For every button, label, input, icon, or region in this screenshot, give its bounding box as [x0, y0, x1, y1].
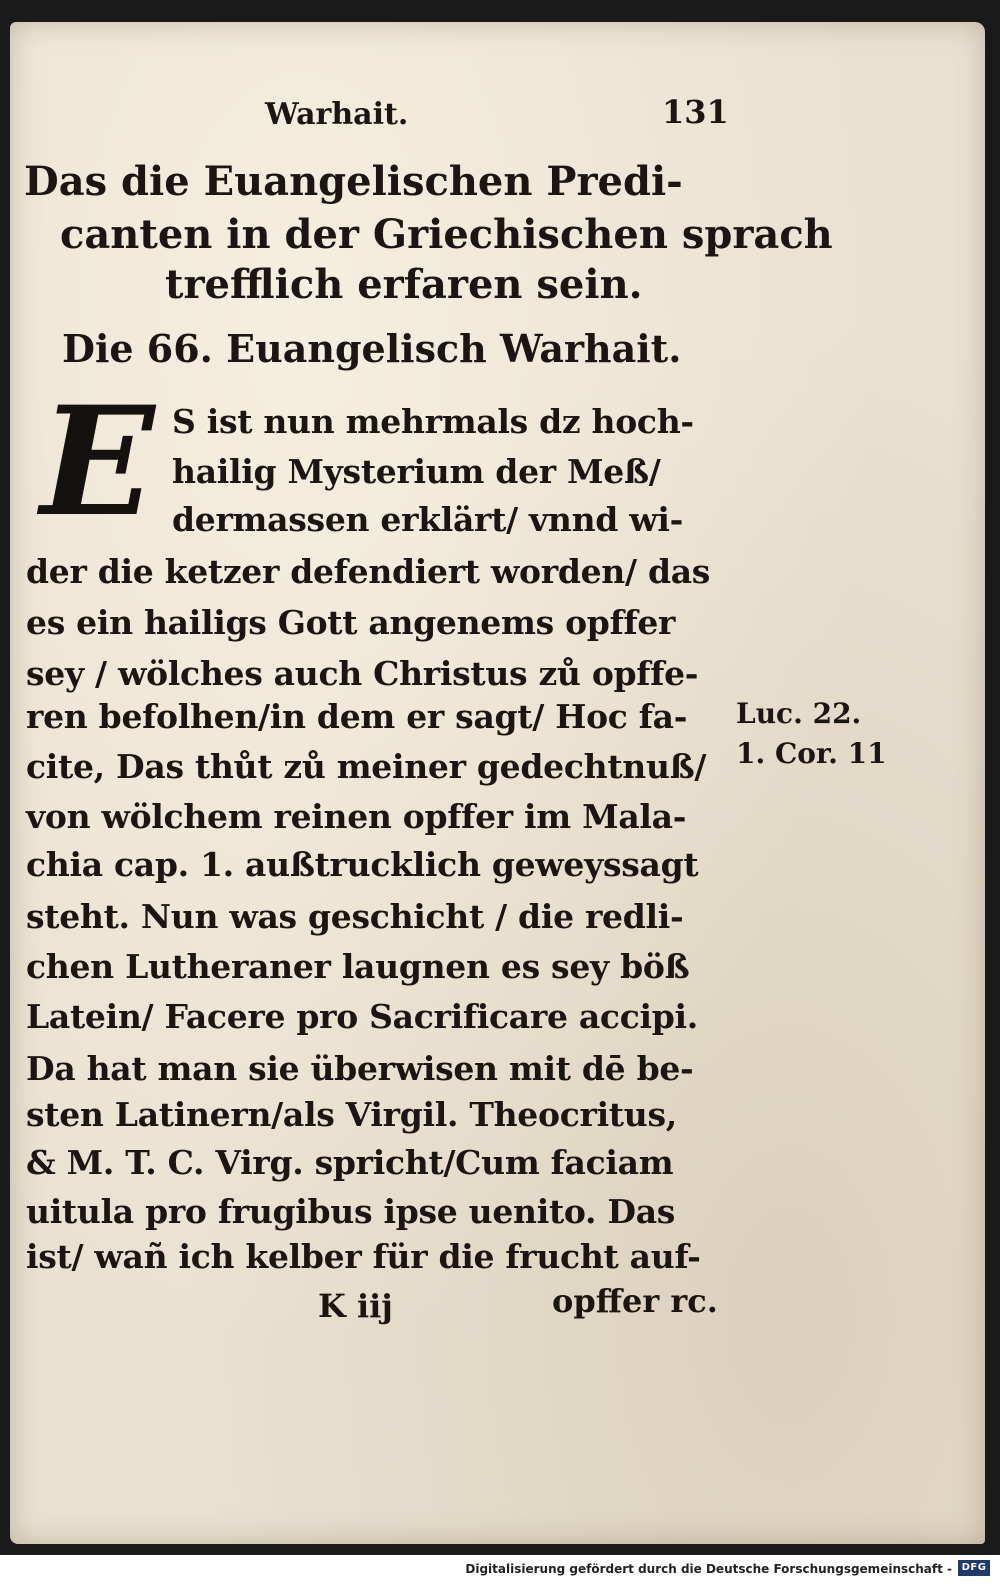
body-text-line: chia cap. 1. außtrucklich geweyssagt	[26, 845, 699, 884]
margin-reference: 1. Cor. 11	[736, 737, 887, 770]
funding-credit: Digitalisierung gefördert durch die Deutsche Forschungsgemeinschaft -	[465, 1562, 952, 1576]
body-text-line: dermassen erklärt/ vnnd wi-	[172, 500, 683, 539]
chapter-title-line: canten in der Griechischen sprach	[60, 211, 833, 258]
body-text-line: & M. T. C. Virg. spricht/Cum faciam	[26, 1143, 674, 1182]
body-text-line: ist/ wañ ich kelber für die frucht auf-	[26, 1237, 701, 1276]
body-text-line: cite, Das thůt zů meiner gedechtnuß/	[26, 747, 707, 786]
section-heading: Die 66. Euangelisch Warhait.	[62, 326, 682, 371]
body-text-line: es ein hailigs Gott angenems opffer	[26, 603, 676, 642]
chapter-title-line: trefflich erfaren sein.	[165, 261, 643, 308]
catchword: opffer rc.	[552, 1282, 718, 1320]
decorated-initial: E	[40, 374, 155, 550]
body-text-line: der die ketzer defendiert worden/ das	[26, 552, 711, 591]
running-head: Warhait.	[265, 97, 409, 132]
body-text-line: Da hat man sie überwisen mit dē be-	[26, 1049, 694, 1088]
body-text-line: hailig Mysterium der Meß/	[172, 452, 661, 491]
body-text-line: uitula pro frugibus ipse uenito. Das	[26, 1192, 676, 1231]
body-text-line: ren befolhen/in dem er sagt/ Hoc fa-	[26, 697, 688, 736]
body-text-line: chen Lutheraner laugnen es sey böß	[26, 947, 690, 986]
body-text-line: sten Latinern/als Virgil. Theocritus,	[26, 1095, 677, 1134]
body-text-line: sey / wölches auch Christus zů opffe-	[26, 654, 699, 693]
body-text-line: S ist nun mehrmals dz hoch-	[172, 402, 694, 441]
chapter-title-line: Das die Euangelischen Predi-	[24, 158, 683, 205]
margin-reference: Luc. 22.	[736, 697, 862, 730]
page-number: 131	[662, 93, 729, 131]
body-text-line: Latein/ Facere pro Sacrificare accipi.	[26, 997, 698, 1036]
dfg-logo: DFG	[958, 1560, 990, 1576]
body-text-line: steht. Nun was geschicht / die redli-	[26, 897, 684, 936]
signature-mark: K iij	[318, 1287, 393, 1325]
body-text-line: von wölchem reinen opffer im Mala-	[26, 797, 687, 836]
